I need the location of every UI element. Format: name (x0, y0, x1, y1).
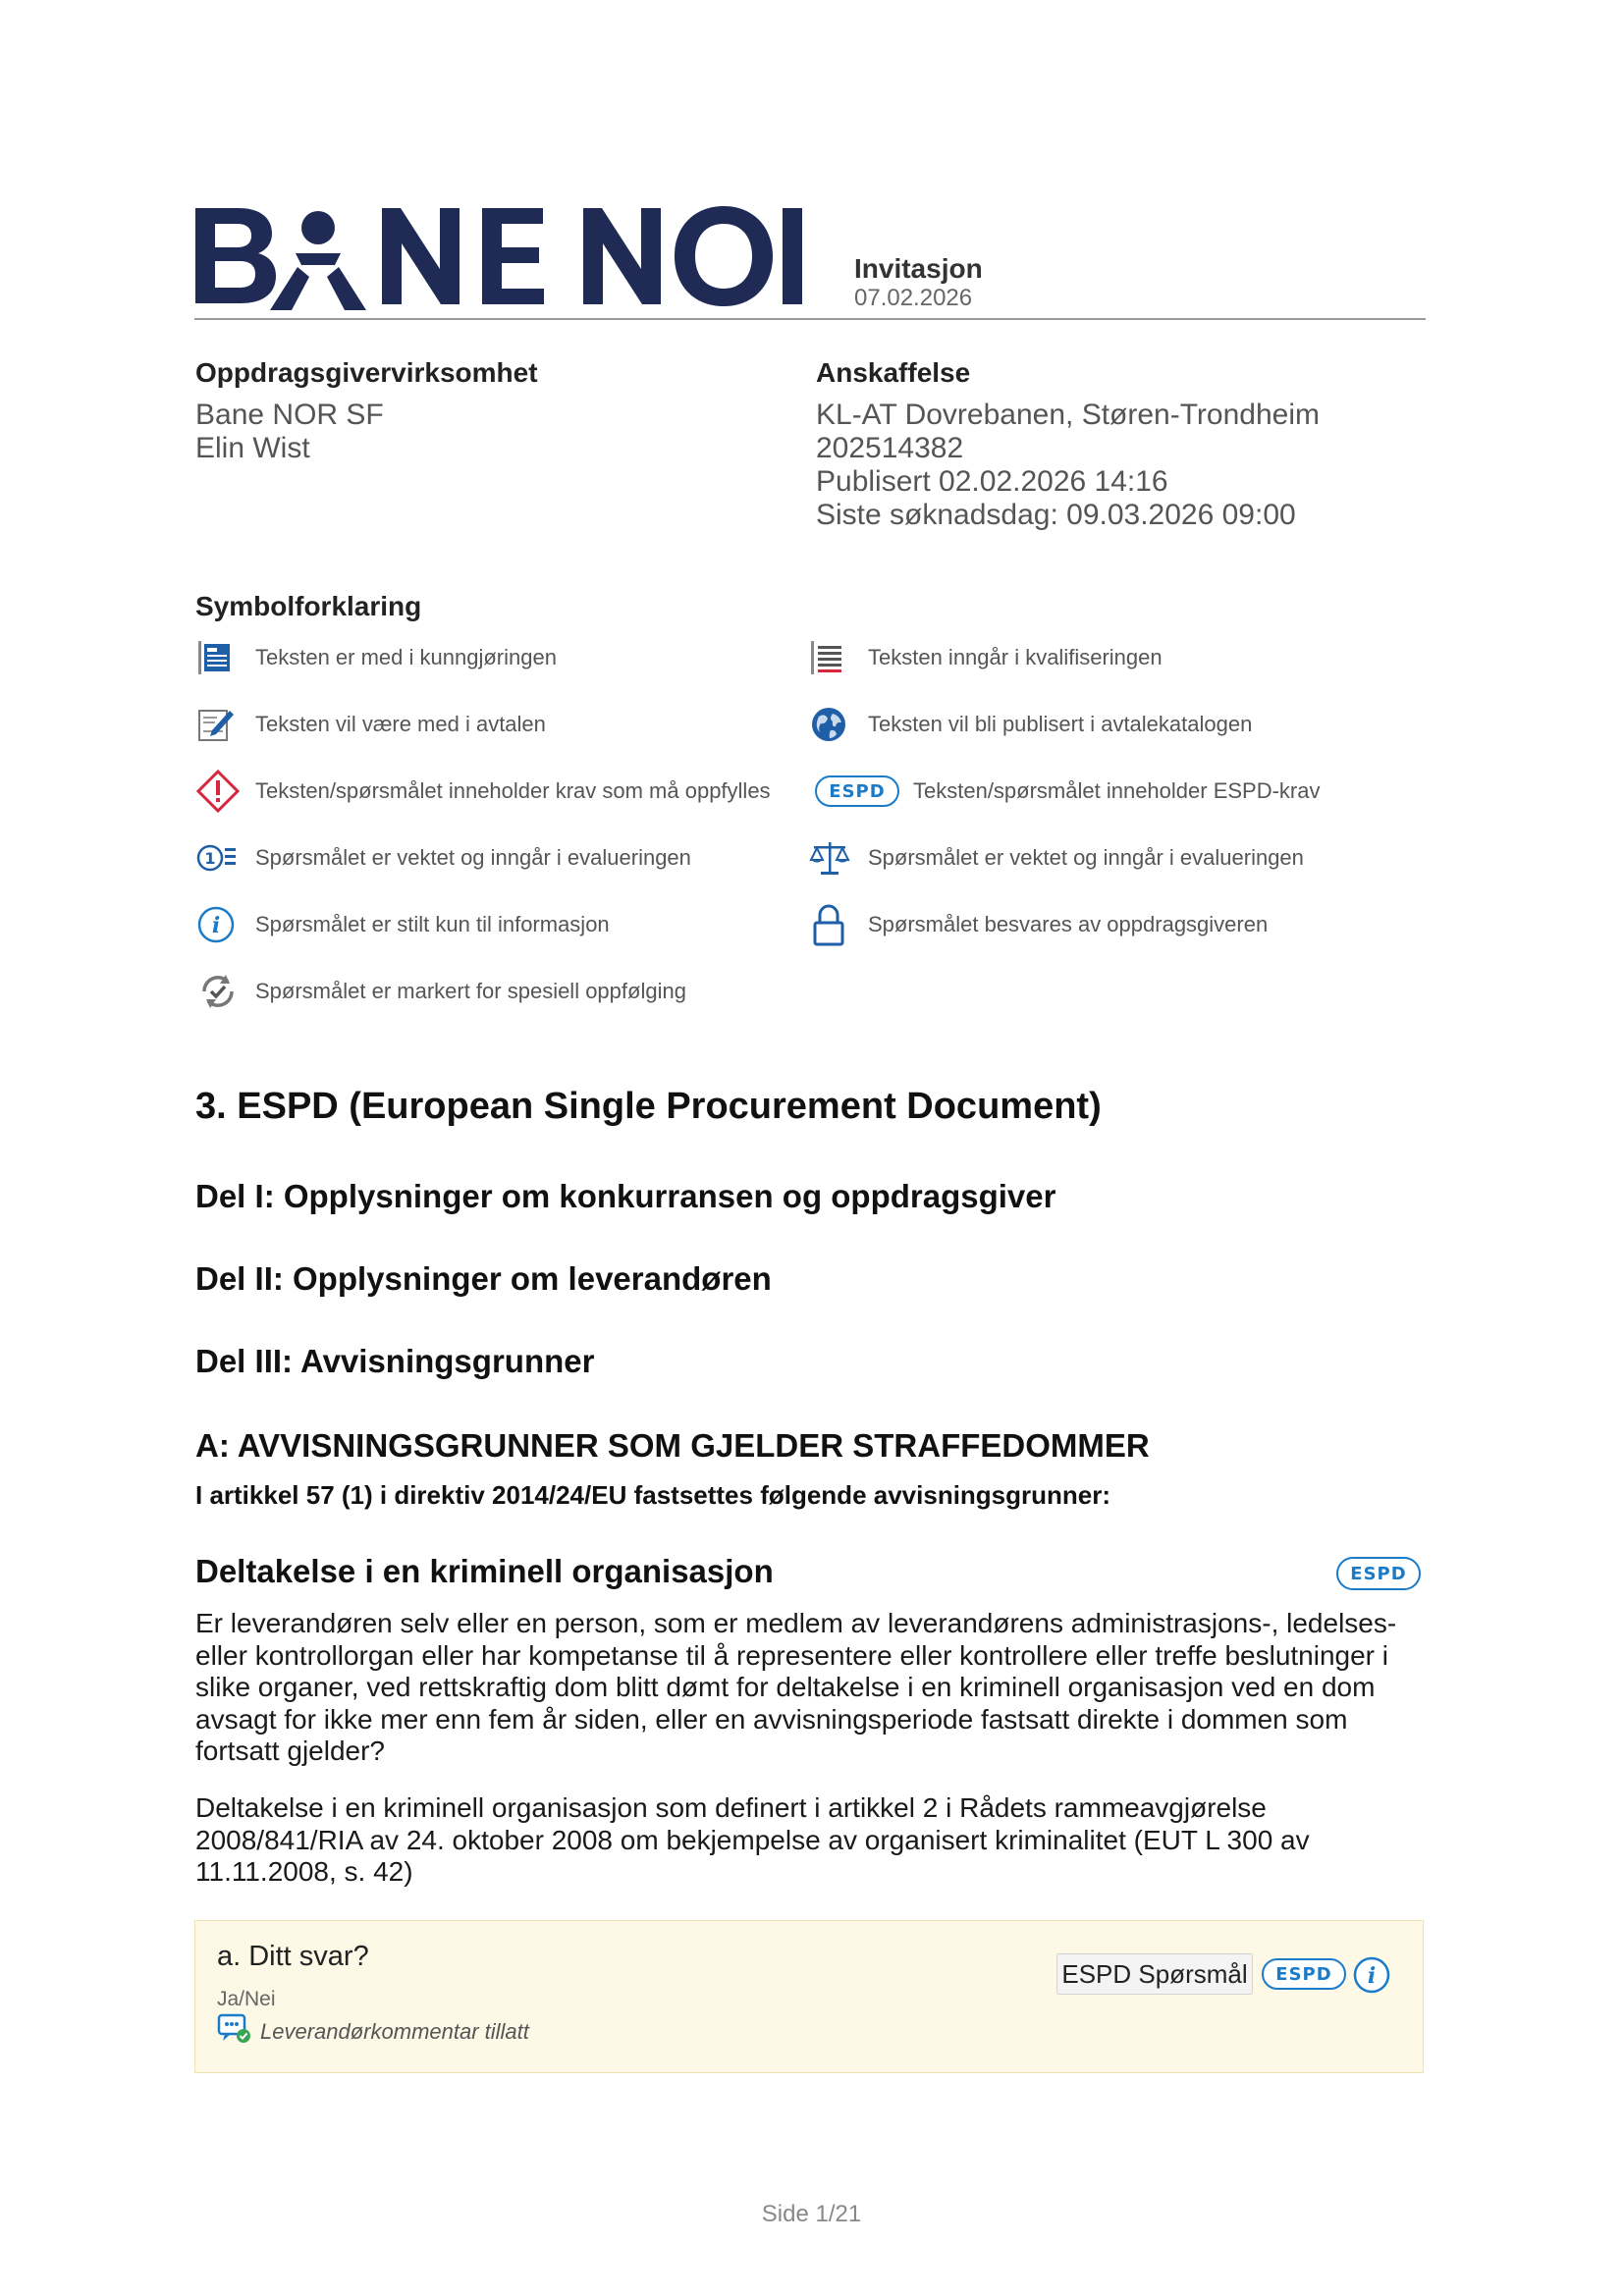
legend-item (809, 836, 1304, 880)
legend-item (196, 770, 771, 813)
text-line: avsagt for ikke mer enn fem år siden, eller en avvisningsperiode fastsatt direkte i dommen som (195, 1703, 1348, 1735)
espd-badge: ESPD (815, 775, 899, 807)
announcement-icon (196, 636, 242, 679)
text-line: fortsatt gjelder? (195, 1735, 385, 1766)
bane-nor-logo (193, 204, 814, 312)
subsection-intro: I artikkel 57 (1) i direktiv 2014/24/EU fastsettes følgende avvisningsgrunner: (195, 1480, 1111, 1510)
part-heading: Del I: Opplysninger om konkurransen og oppdragsgiver (195, 1178, 1056, 1214)
espd-badge: ESPD (1336, 1557, 1421, 1590)
legend-item (196, 903, 610, 946)
deadline: Siste søknadsdag: 09.03.2026 09:00 (816, 499, 1296, 531)
qualification-list-icon (809, 636, 854, 679)
svg-text:i: i (1367, 1963, 1377, 1989)
info-icon[interactable] (1352, 1955, 1391, 2000)
published-date: Publisert 02.02.2026 14:16 (816, 465, 1168, 498)
question-description (195, 1608, 1403, 1768)
text-line: slike organer, ved rettskraftig dom blitt dømt for deltakelse i en kriminell organisasjon ved en dom (195, 1672, 1376, 1702)
legend-title: Symbolforklaring (195, 591, 422, 621)
warning-diamond-icon (196, 770, 242, 813)
part-heading: Del II: Opplysninger om leverandøren (195, 1260, 772, 1297)
answer-type: Ja/Nei (217, 1988, 276, 2010)
svg-text:1: 1 (204, 849, 216, 868)
legend-text: Spørsmålet er vektet og inngår i evalueringen (868, 845, 1304, 870)
procurement-id: 202514382 (816, 432, 964, 464)
info-icon (196, 903, 242, 946)
legend-item (196, 636, 557, 679)
globe-icon (809, 703, 854, 746)
text-line: 2008/841/RIA av 24. oktober 2008 om bekjempelse av organisert kriminalitet (EUT L 300 av (195, 1824, 1310, 1855)
espd-question-button[interactable]: ESPD Spørsmål (1056, 1953, 1253, 1995)
client-heading: Oppdragsgivervirksomhet (195, 357, 538, 388)
part-heading: Del III: Avvisningsgrunner (195, 1343, 595, 1379)
question-title: Deltakelse i en kriminell organisasjon (195, 1553, 774, 1589)
scales-icon (809, 836, 854, 880)
header-divider (194, 318, 1426, 320)
legend-text: Teksten vil bli publisert i avtalekatalogen (868, 712, 1253, 736)
procurement-info (816, 357, 1320, 532)
svg-text:i: i (211, 913, 221, 938)
comment-allowed-icon (217, 2013, 252, 2050)
text-line: eller kontrollorgan eller har kompetanse til å representere eller kontrollere eller treffe beslutninger i (195, 1639, 1389, 1671)
legend-text: Teksten inngår i kvalifiseringen (868, 645, 1163, 669)
subsection-heading: A: AVVISNINGSGRUNNER SOM GJELDER STRAFFEDOMMER (195, 1427, 1150, 1464)
follow-up-icon (196, 970, 242, 1013)
lock-icon (809, 903, 854, 946)
legend-text: Teksten/spørsmålet inneholder ESPD-krav (913, 778, 1321, 803)
text-line: Er leverandøren selv eller en person, som er medlem av leverandørens administrasjons-, ledelses- (195, 1608, 1397, 1638)
legend-item (809, 636, 1163, 679)
legend-text: Spørsmålet besvares av oppdragsgiveren (868, 912, 1269, 936)
supplier-comment (217, 2013, 529, 2050)
legend-item (809, 903, 1268, 946)
text-line: Deltakelse i en kriminell organisasjon som definert i artikkel 2 i Rådets rammeavgjørelse (195, 1792, 1267, 1823)
question-reference (195, 1792, 1403, 1889)
legend-item (815, 770, 1321, 813)
weighted-number-icon (196, 836, 242, 880)
procurement-heading: Anskaffelse (816, 357, 971, 388)
client-info (195, 357, 538, 465)
comment-allowed-text: Leverandørkommentar tillatt (260, 2018, 529, 2044)
answer-label: a. Ditt svar? (217, 1941, 369, 1972)
legend-text: Spørsmålet er markert for spesiell oppfølging (255, 979, 686, 1003)
legend-text: Spørsmålet er vektet og inngår i evalueringen (255, 845, 691, 870)
client-line: Elin Wist (195, 432, 310, 464)
document-date: 07.02.2026 (854, 285, 973, 311)
espd-badge: ESPD (1262, 1958, 1346, 1990)
legend-item (809, 703, 1252, 746)
legend-text: Teksten/spørsmålet inneholder krav som må oppfylles (255, 778, 771, 803)
legend-item (196, 703, 546, 746)
client-line: Bane NOR SF (195, 399, 384, 431)
answer-box (194, 1920, 1424, 2073)
legend-text: Spørsmålet er stilt kun til informasjon (255, 912, 610, 936)
document-type: Invitasjon (854, 253, 983, 284)
legend-text: Teksten er med i kunngjøringen (255, 645, 557, 669)
procurement-title: KL-AT Dovrebanen, Støren-Trondheim (816, 399, 1321, 431)
legend-text: Teksten vil være med i avtalen (255, 712, 546, 736)
text-line: 11.11.2008, s. 42) (195, 1856, 413, 1887)
legend-item (196, 970, 686, 1013)
contract-edit-icon (196, 703, 242, 746)
espd-badge-icon (815, 770, 899, 813)
legend-item (196, 836, 691, 880)
page-number: Side 1/21 (761, 2201, 862, 2227)
section-title: 3. ESPD (European Single Procurement Document) (195, 1086, 1102, 1127)
